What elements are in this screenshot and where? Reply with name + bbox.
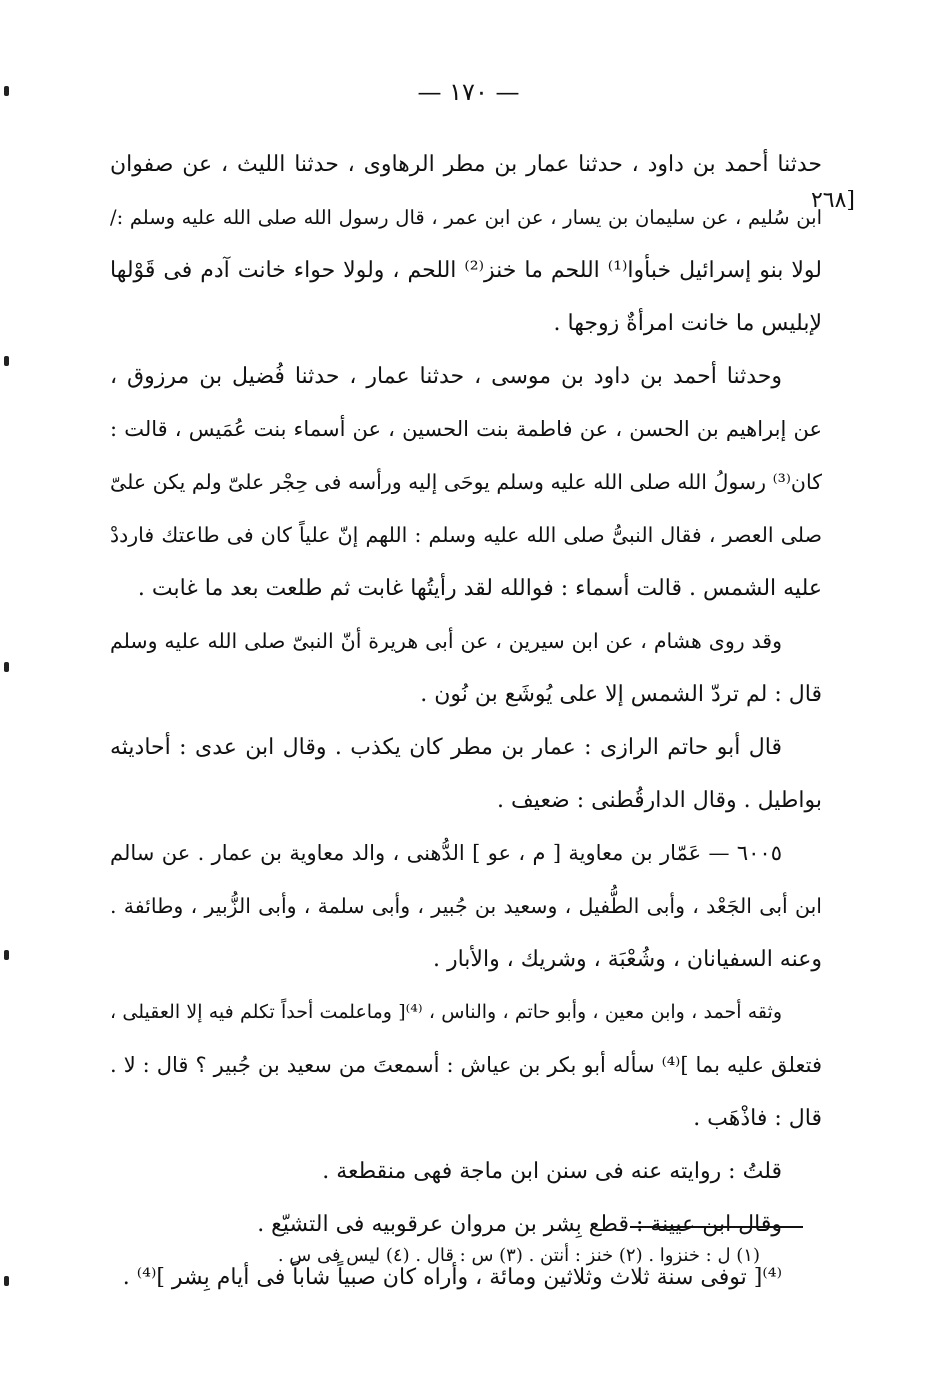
margin-reference: [٢٦٨ [810,188,855,213]
text-line: قال : فاذْهَب . [693,1106,822,1131]
text-line: حدثنا أحمد بن داود ، حدثنا عمار بن مطر الرهاوى ، حدثنا الليث ، عن صفوان [110,152,822,177]
text-line: وقال ابن عيينة : قطع بِشر بن مروان عرقوبيه فى التشيّع . [257,1212,782,1237]
page-number: — ١٧٠ — [417,78,520,106]
scan-edge-mark [4,1276,9,1286]
text-line: وعنه السفيانان ، وشُعْبَة ، وشريك ، والأبار . [432,947,822,972]
text-line: بواطيل . وقال الدارقُطنى : ضعيف . [497,788,822,813]
text-line: صلى العصر ، فقال النبىُّ صلى الله عليه وسلم : اللهم إنّ علياً كان فى طاعتك فارددْ [110,523,822,547]
text-line: كان⁽³⁾ رسولُ الله صلى الله عليه وسلم يوحَى إليه ورأسه فى حِجْر علىّ ولم يكن علىّ [110,470,822,494]
text-line: قال أبو حاتم الرازى : عمار بن مطر كان يكذب . وقال ابن عدى : أحاديثه [110,735,782,760]
text-line: قال : لم تردّ الشمس إلا على يُوشَع بن نُون . [420,682,822,707]
body-text [110,138,822,1304]
text-line: عليه الشمس . قالت أسماء : فوالله لقد رأيتُها غابت ثم طلعت بعد ما غابت . [137,576,822,601]
footnotes: (١) ل : خنزوا . (٢) خنز : أنتن . (٣) س : قال . (٤) ليس فى س . [277,1245,760,1266]
text-line: ابن أبى الجَعْد ، وأبى الطُّفيل ، وسعيد بن جُبير ، وأبى سلمة ، وأبى الزُّبير ، وطائفة . [110,894,822,918]
text-line: لولا بنو إسرائيل خبأوا⁽¹⁾ اللحم ما خنز⁽²⁾ اللحم ، ولولا حواء خانت آدم فى قَوْلها [110,258,822,283]
entry-heading-line: ٦٠٠٥ — عَمّار بن معاوية [ م ، عو ] الدُّهنى ، والد معاوية بن عمار . عن سالم [110,841,782,865]
scan-edge-mark [4,662,9,672]
text-line: فتعلق عليه بما ]⁽⁴⁾ سأله أبو بكر بن عياش : أسمعتَ من سعيد بن جُبير ؟ قال : لا . [110,1053,822,1077]
text-line: وقد روى هشام ، عن ابن سيرين ، عن أبى هريرة أنّ النبىّ صلى الله عليه وسلم [110,629,782,653]
text-line: لإبليس ما خانت امرأةٌ زوجها . [553,311,822,336]
text-line: قلتُ : روايته عنه فى سنن ابن ماجة فهى منقطعة . [322,1159,782,1184]
text-line: وحدثنا أحمد بن داود بن موسى ، حدثنا عمار ، حدثنا فُضيل بن مرزوق ، [110,364,782,389]
scan-edge-mark [4,86,9,96]
footnote-divider [630,1226,803,1228]
text-line: ⁽⁴⁾[ توفى سنة ثلاث وثلاثين ومائة ، وأراه كان صبياً شاباً فى أيام بِشر ]⁽⁴⁾ . [122,1265,782,1290]
text-line: وثقه أحمد ، وابن معين ، وأبو حاتم ، والناس ، ⁽⁴⁾[ وماعلمت أحداً تكلم فيه إلا العقيلى ، [110,1001,782,1023]
text-line: ابن سُليم ، عن سليمان بن يسار ، عن ابن عمر ، قال رسول الله صلى الله عليه وسلم :/ [110,206,822,229]
scan-edge-mark [4,356,9,366]
text-line: عن إبراهيم بن الحسن ، عن فاطمة بنت الحسين ، عن أسماء بنت عُمَيس ، قالت : [110,417,822,441]
scan-edge-mark [4,950,9,960]
